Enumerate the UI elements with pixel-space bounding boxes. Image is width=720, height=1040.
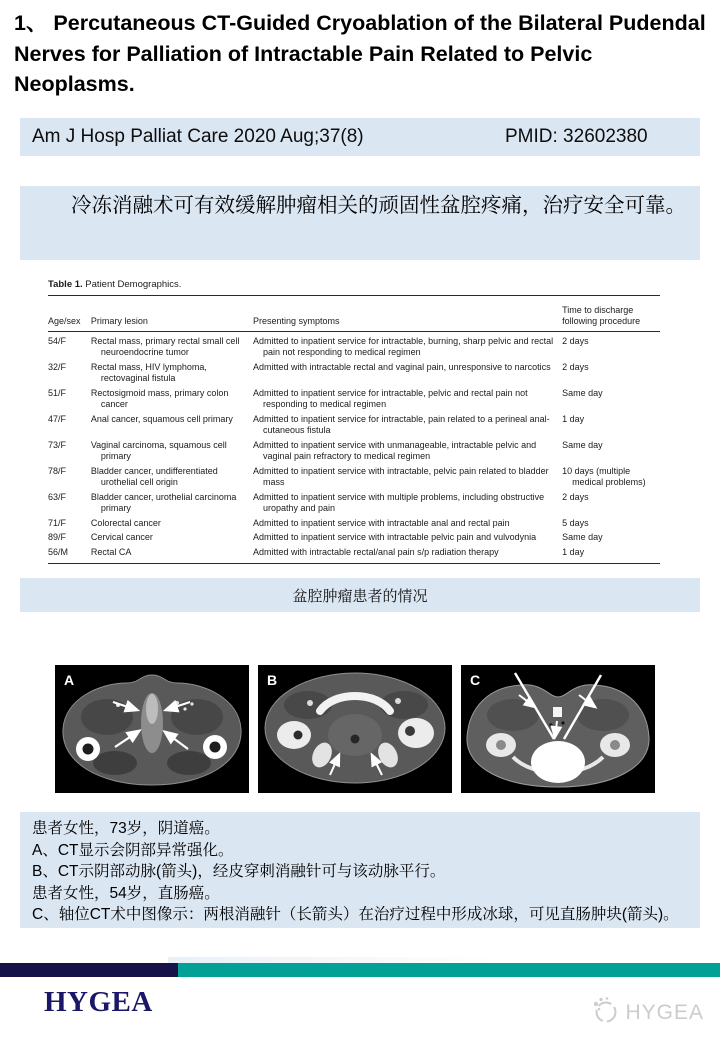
table-cell: 10 days (multiple medical problems) <box>562 465 646 488</box>
table-cell: 2 days <box>562 361 589 372</box>
table-cell: Vaginal carcinoma, squamous cell primary <box>90 439 227 462</box>
ct-image-a <box>55 665 249 793</box>
table-cell: 54/F <box>48 335 67 346</box>
table-row <box>48 516 660 531</box>
table-cell: 5 days <box>562 517 589 528</box>
table-cell: Admitted to inpatient service for intractable, pain related to a perineal anal-cutaneous fistula <box>253 413 550 436</box>
table-cell: Anal cancer, squamous cell primary <box>90 413 233 424</box>
column-header: Age/sex <box>48 296 91 332</box>
table-cell: Cervical cancer <box>90 532 153 543</box>
note-line: 患者女性，73岁，阴道癌。 <box>32 820 220 837</box>
ct-image-b <box>258 665 452 793</box>
hygea-watermark-text: HYGEA <box>625 1000 704 1024</box>
table-cell: Admitted to inpatient service with intractable pelvic pain and vulvodynia <box>253 532 537 543</box>
column-header: Primary lesion <box>91 296 253 332</box>
table-caption-zh: 盆腔肿瘤患者的情况 <box>292 587 428 605</box>
demographics-table <box>48 295 660 564</box>
note-line: A、CT显示会阴部异常强化。 <box>32 841 234 859</box>
table-cell: 1 day <box>562 546 585 557</box>
table-cell: 78/F <box>48 465 67 476</box>
table-cell: Admitted to inpatient service with intractable anal and rectal pain <box>253 517 510 528</box>
table-cell: Bladder cancer, urothelial carcinoma primary <box>90 491 237 514</box>
ct-image-c <box>461 665 655 793</box>
table-caption-bar <box>20 578 700 612</box>
table-cell: Admitted to inpatient service with multiple problems, including obstructive uropathy and pain <box>253 491 545 514</box>
table-cell: 2 days <box>562 491 589 502</box>
table-cell: Rectal mass, HIV lymphoma, rectovaginal fistula <box>90 361 207 384</box>
table-cell: Rectal CA <box>90 546 132 557</box>
table-caption: Patient Demographics. <box>82 279 182 290</box>
footer-bar-navy-segment <box>0 963 178 977</box>
table-cell: Admitted to inpatient service for intractable, burning, sharp pelvic and rectal pain not responding to medical regimen <box>253 335 554 358</box>
footer-bar-teal-segment <box>178 963 720 977</box>
table-cell: 47/F <box>48 413 67 424</box>
pmid-label: PMID: 32602380 <box>505 126 648 147</box>
table-cell: 73/F <box>48 439 67 450</box>
ct-figure-row <box>55 665 655 793</box>
note-line: 患者女性，54岁，直肠癌。 <box>32 884 220 902</box>
table-cell: 89/F <box>48 532 67 543</box>
demographics-table-body <box>48 331 660 564</box>
summary-text: 冷冻消融术可有效缓解肿瘤相关的顽固性盆腔疼痛，治疗安全可靠。 <box>71 194 686 217</box>
table-cell: 56/M <box>48 546 69 557</box>
panel-label-c: C <box>470 672 481 688</box>
panel-label-b: B <box>267 672 278 688</box>
table-number: Table 1. <box>48 279 83 290</box>
table-row <box>48 412 660 438</box>
table-cell: Same day <box>562 439 603 450</box>
table-cell: 32/F <box>48 361 67 372</box>
note-line: C、轴位CT术中图像示：两根消融针（长箭头）在治疗过程中形成冰球，可见直肠肿块(箭头)。 <box>32 906 679 923</box>
paper-title: 1、 Percutaneous CT-Guided Cryoablation of the Bilateral Pudendal Nerves for Palliation of Intractable Pain Related to Pelvic Neoplasms. <box>14 11 706 97</box>
column-header: Time to discharge following procedure <box>562 296 660 332</box>
table-cell: Same day <box>562 532 603 543</box>
table-cell: Same day <box>562 387 603 398</box>
footer-bar <box>0 963 720 977</box>
table-cell: Colorectal cancer <box>90 517 161 528</box>
panel-label-a: A <box>64 672 75 688</box>
table-title <box>48 279 660 290</box>
summary-box <box>20 186 700 260</box>
demographics-table-header-row <box>48 296 660 332</box>
table-cell: Rectal mass, primary rectal small cell neuroendocrine tumor <box>90 335 240 358</box>
table-cell: 1 day <box>562 413 585 424</box>
table-cell: Admitted to inpatient service with intractable, pelvic pain related to bladder mass <box>253 465 549 488</box>
table-cell: 71/F <box>48 517 67 528</box>
table-cell: Bladder cancer, undifferentiated urothelial cell origin <box>90 465 218 488</box>
table-cell: Admitted with intractable rectal/anal pain s/p radiation therapy <box>253 546 499 557</box>
table-row <box>48 386 660 412</box>
table-row <box>48 545 660 564</box>
notes-box <box>20 812 700 928</box>
table-cell: 51/F <box>48 387 67 398</box>
table-row <box>48 531 660 546</box>
table-cell: 63/F <box>48 491 67 502</box>
note-line: B、CT示阴部动脉(箭头)，经皮穿刺消融针可与该动脉平行。 <box>32 863 446 880</box>
demographics-table-figure <box>48 279 660 564</box>
table-cell: Admitted to inpatient service for intractable, pelvic and rectal pain not responding to medical regimen <box>253 387 528 410</box>
hygea-watermark-icon <box>590 995 620 1030</box>
journal-citation: Am J Hosp Palliat Care 2020 Aug;37(8) <box>32 126 364 147</box>
table-cell: 2 days <box>562 335 589 346</box>
table-row <box>48 490 660 516</box>
table-row <box>48 331 660 360</box>
table-row <box>48 438 660 464</box>
table-row <box>48 360 660 386</box>
column-header: Presenting symptoms <box>253 296 562 332</box>
table-row <box>48 464 660 490</box>
table-cell: Rectosigmoid mass, primary colon cancer <box>90 387 229 410</box>
hygea-wordmark: HYGEA <box>44 986 153 1018</box>
table-cell: Admitted with intractable rectal and vaginal pain, unresponsive to narcotics <box>253 361 551 372</box>
citation-bar <box>20 118 700 156</box>
table-cell: Admitted to inpatient service with unmanageable, intractable pelvic and vaginal pain refractory to medical regimen <box>253 439 537 462</box>
hygea-watermark <box>590 995 704 1030</box>
